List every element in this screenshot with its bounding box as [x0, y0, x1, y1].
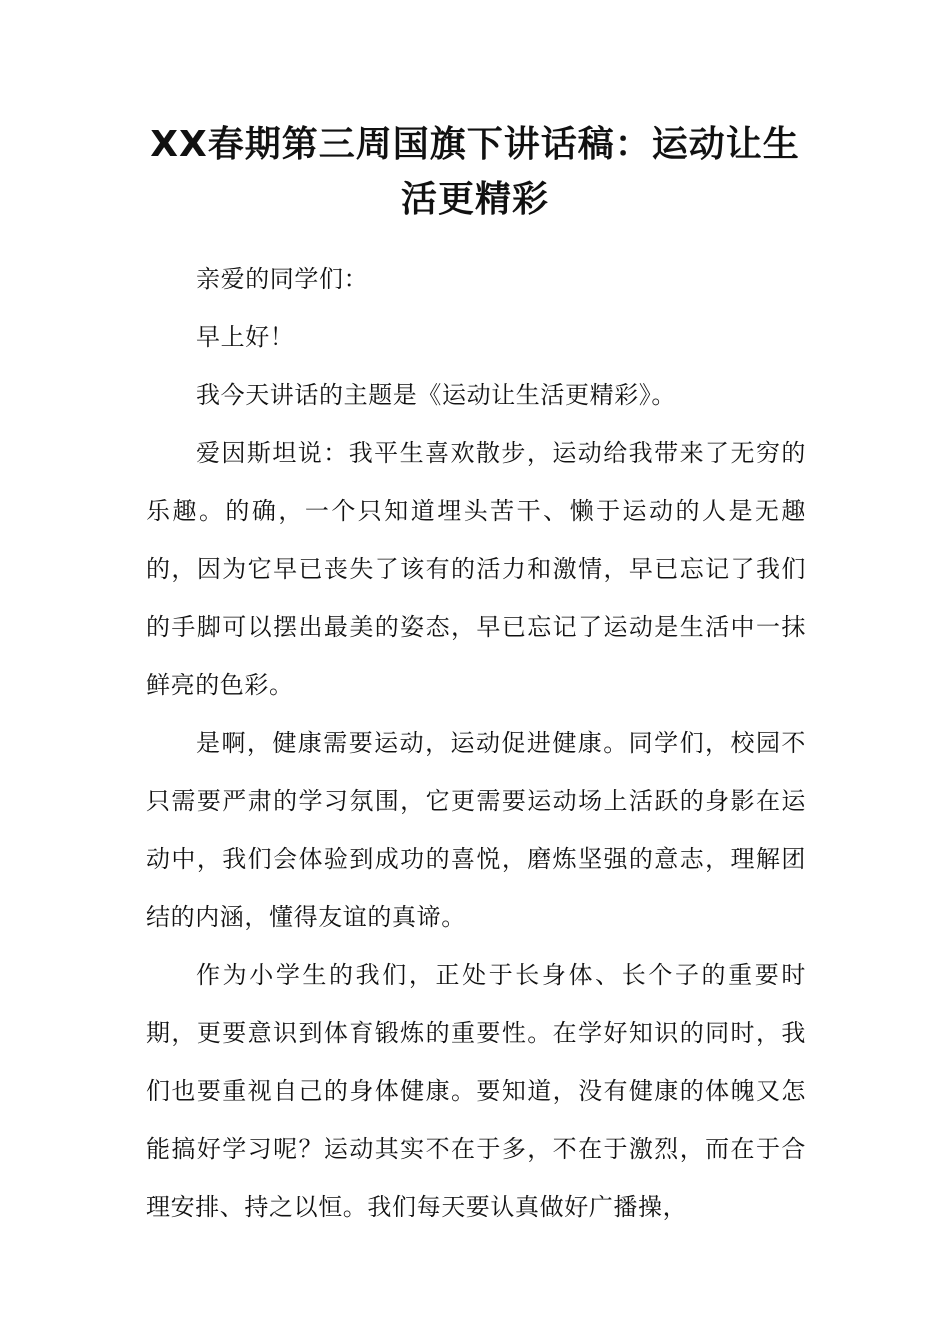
paragraph-salutation: 亲爱的同学们： [196, 265, 369, 293]
paragraph-health: 是啊，健康需要运动，运动促进健康。同学们，校园不只需要严肃的学习氛围，它更需要运动场上活跃的身影在运动中，我们会体验到成功的喜悦，磨炼坚强的意志，理解团结的内涵，懂得友谊的真谛。 [146, 729, 806, 931]
document-body [146, 250, 806, 1236]
document-title: XX春期第三周国旗下讲话稿：运动让生活更精彩 [150, 124, 800, 220]
paragraph-students: 作为小学生的我们，正处于长身体、长个子的重要时期，更要意识到体育锻炼的重要性。在学好知识的同时，我们也要重视自己的身体健康。要知道，没有健康的体魄又怎能搞好学习呢？运动其实不在于多，不在于激烈，而在于合理安排、持之以恒。我们每天要认真做好广播操， [146, 961, 806, 1221]
paragraph-topic: 我今天讲话的主题是《运动让生活更精彩》。 [196, 381, 676, 409]
paragraph-einstein-quote: 爱因斯坦说：我平生喜欢散步，运动给我带来了无穷的乐趣。的确，一个只知道埋头苦干、懒于运动的人是无趣的，因为它早已丧失了该有的活力和激情，早已忘记了我们的手脚可以摆出最美的姿态，早已忘记了运动是生活中一抹鲜亮的色彩。 [146, 439, 806, 699]
paragraph-greeting: 早上好！ [196, 323, 295, 351]
